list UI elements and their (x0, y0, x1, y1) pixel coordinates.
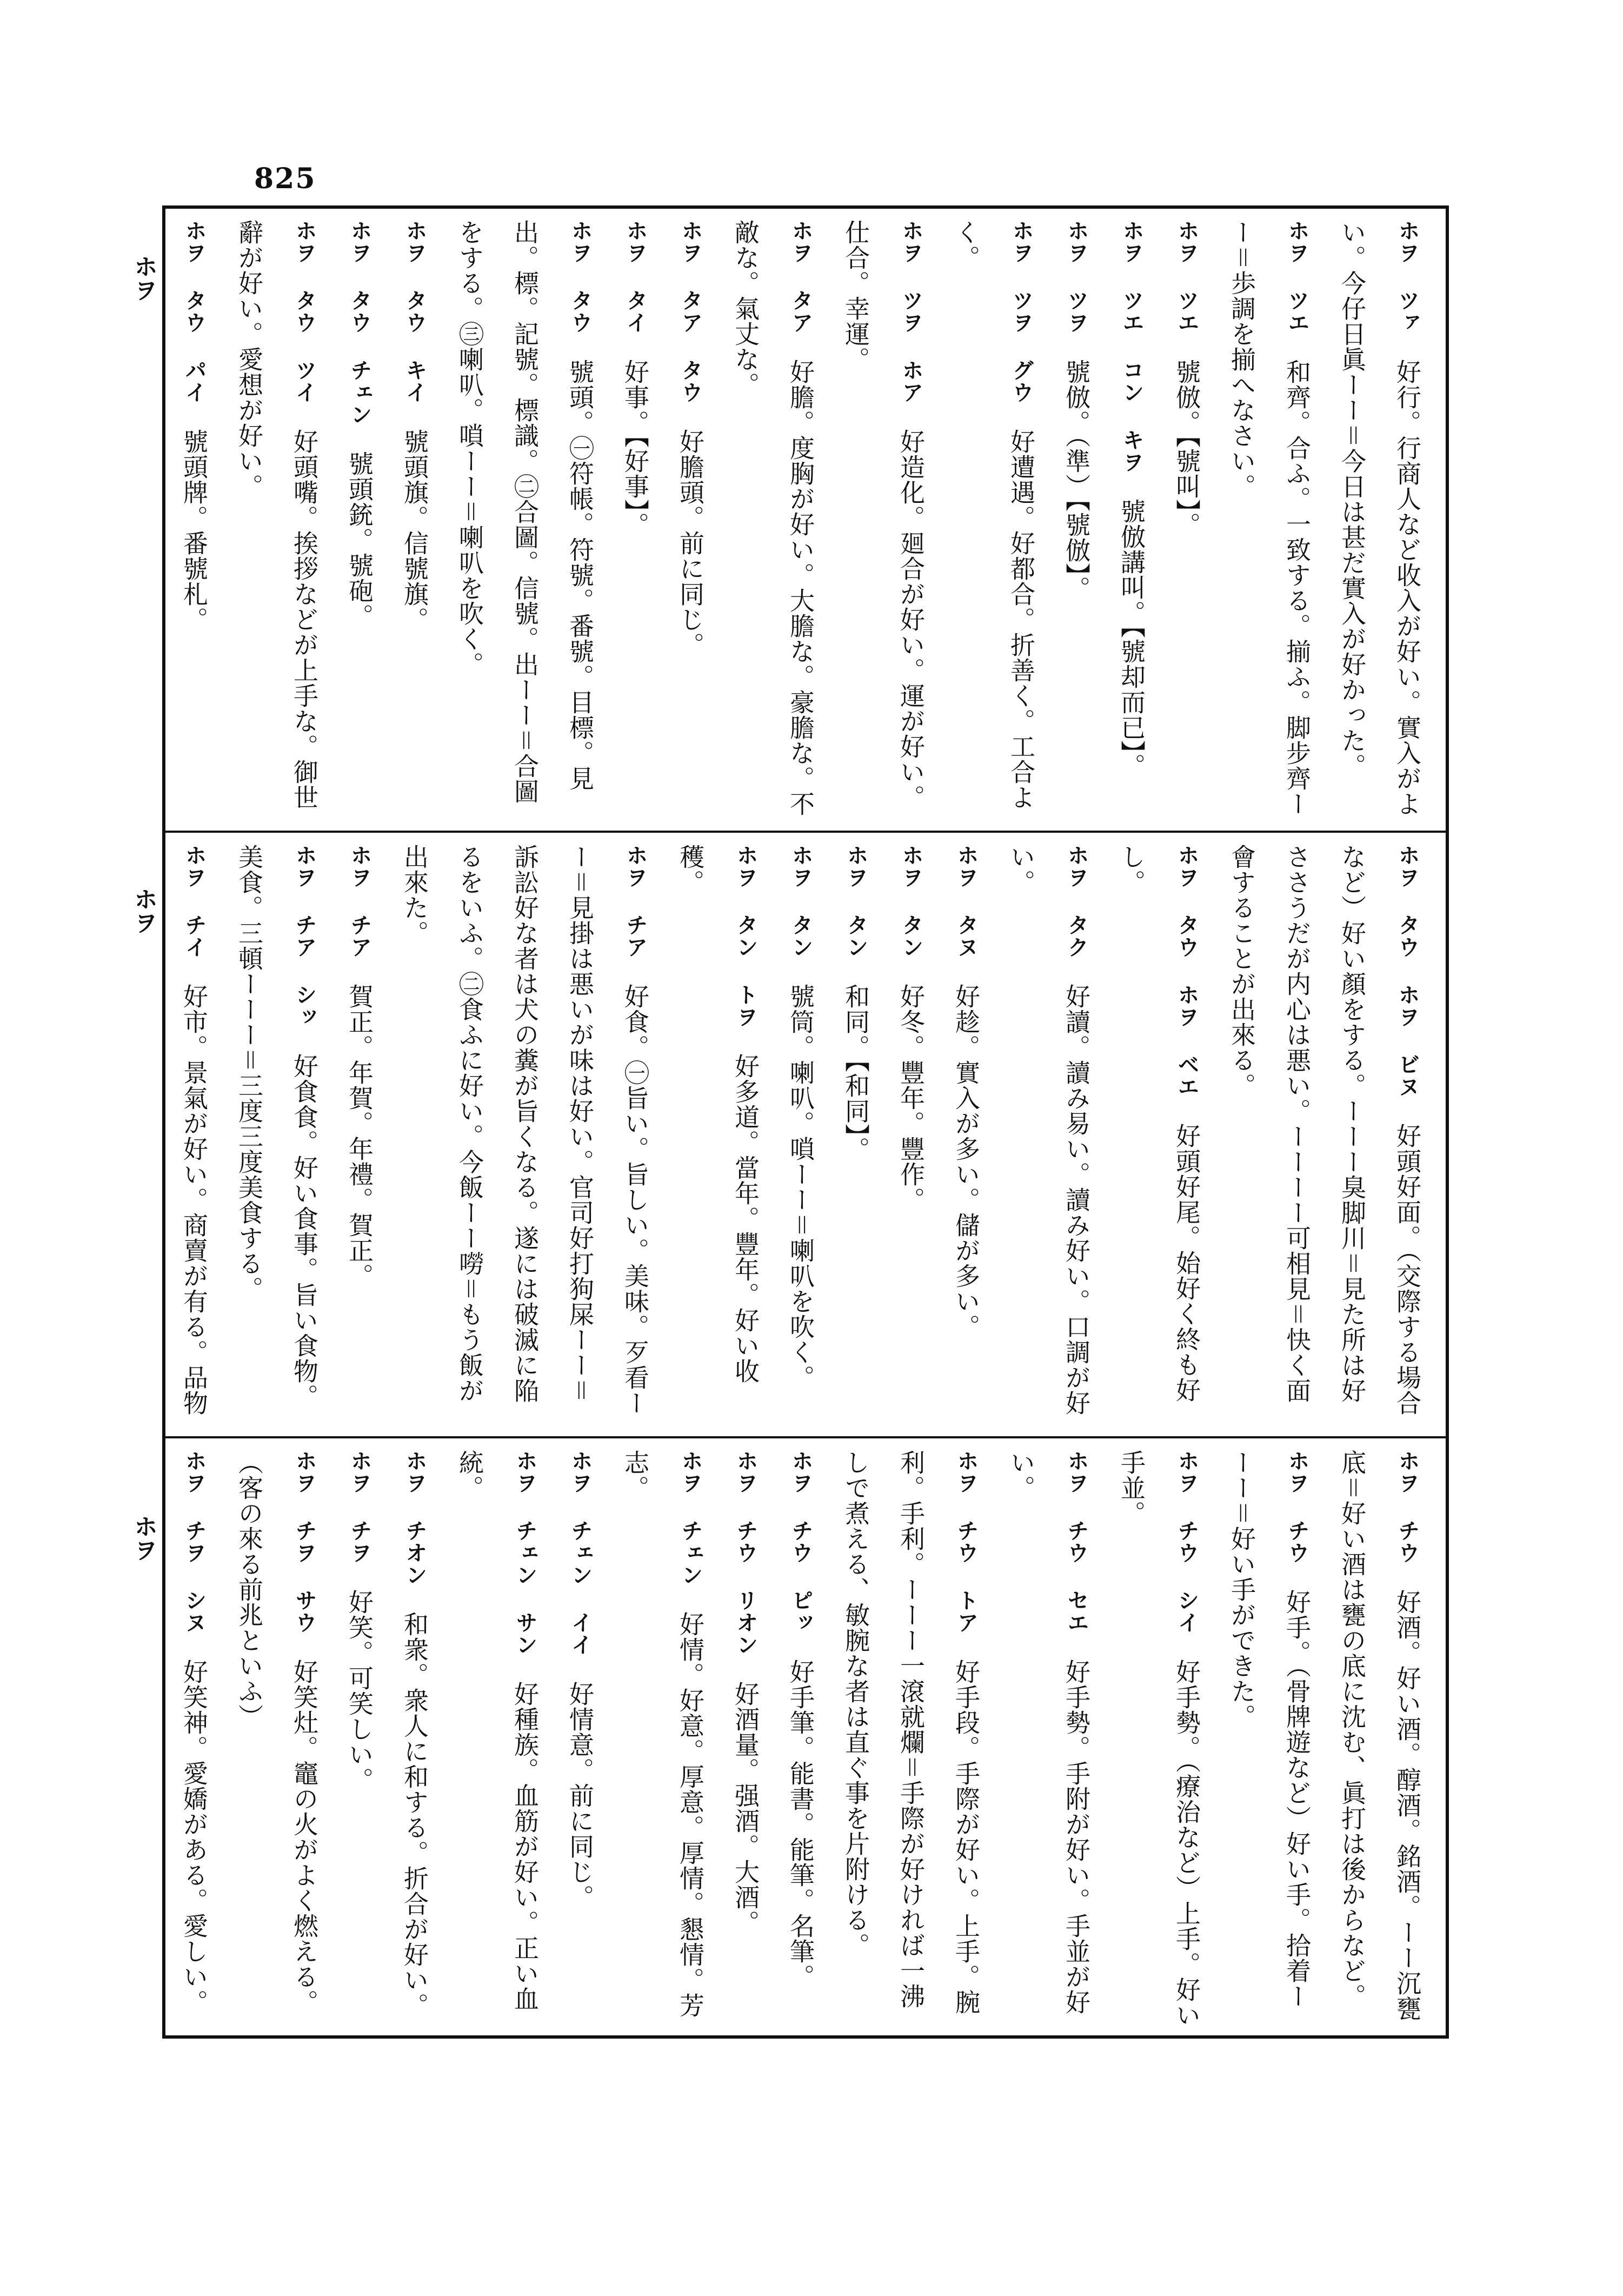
entry-reading: ホヲ タウ ホヲ ビヌ (1395, 844, 1420, 1098)
entry-separator (1117, 473, 1146, 499)
dictionary-entry (553, 1450, 608, 2028)
dictionary-entry (1214, 844, 1435, 1428)
dictionary-entry (994, 1450, 1104, 2028)
entry-reading: ホヲ チウ セエ (1064, 1450, 1089, 1634)
entry-definition: 好笑灶。竈の火がよく燃える。（客の來る前兆といふ） (235, 1450, 319, 2015)
entry-definition: 號倣講叫。【號却而已】。 (1117, 499, 1146, 779)
entry-reading: ホヲ タヌ (954, 844, 979, 958)
entry-reading: ホヲ ツヲ (1064, 220, 1089, 334)
entry-reading: ホヲ チア シッ (292, 844, 317, 1028)
entry-definition: 好頭好面。（交際する場合など）好い顏をする。ーーー臭脚川＝見た所は好ささうだが内心は悪い。ーーーー可相見＝快く面會することが出來る。 (1227, 844, 1422, 1416)
entry-separator (1172, 1098, 1201, 1123)
entry-separator (731, 1656, 760, 1681)
dictionary-entry (718, 220, 828, 820)
entry-reading: ホヲ タン (843, 844, 868, 958)
entry-separator (676, 403, 705, 429)
entry-reading: ホヲ チウ シイ (1174, 1450, 1199, 1634)
entry-separator (345, 1564, 374, 1589)
entry-separator (1282, 1564, 1312, 1589)
dictionary-entry (1159, 220, 1214, 820)
dictionary-entry (608, 1450, 718, 2028)
entry-separator (179, 1634, 209, 1659)
dictionary-entry (387, 844, 663, 1428)
entry-definition: 賀正。年賀。年禮。賀正。 (345, 984, 374, 1289)
entry-reading: ホヲ タイ (623, 220, 648, 334)
entry-separator (841, 958, 870, 984)
dictionary-entry (663, 220, 718, 820)
entry-definition: 好情意。前に同じ。 (566, 1681, 595, 1910)
entry-separator (1172, 1634, 1201, 1659)
side-label-top: ホヲ (130, 254, 157, 302)
entry-definition: 好行。行商人など收入が好い。實入がよい。今仔日眞ーー＝今日は甚だ實入が好かった。 (1338, 220, 1422, 817)
entry-separator (1393, 1098, 1422, 1123)
entry-reading: ホヲ チヲ サウ (292, 1450, 317, 1634)
entry-reading: ホヲ ツヲ グウ (1009, 220, 1034, 403)
entry-reading: ホヲ ツエ コン キヲ (1119, 220, 1144, 473)
entry-definition: 好膽。度胸が好い。大膽な。豪膽な。不敵な。氣丈な。 (731, 220, 815, 817)
dictionary-entry (442, 220, 608, 820)
entry-definition: 好笑。可笑しい。 (345, 1589, 374, 1793)
entry-separator (1282, 334, 1312, 359)
entry-reading: ホヲ チウ (1285, 1450, 1309, 1564)
entry-separator (676, 1586, 705, 1611)
dictionary-entry (1104, 844, 1214, 1428)
entry-definition: 好笑神。愛嬌がある。愛しい。 (179, 1659, 209, 2015)
entry-separator (345, 426, 374, 451)
entry-reading: ホヲ チヲ シヌ (182, 1450, 207, 1634)
entry-separator (786, 1634, 815, 1659)
dictionary-entry (1325, 220, 1435, 820)
entry-separator (621, 334, 650, 359)
dictionary-entry (222, 844, 332, 1428)
dictionary-entry (222, 220, 332, 820)
tier-divider-2 (165, 1436, 1446, 1438)
entry-definition: 和衆。衆人に和する。折合が好い。 (400, 1611, 429, 2018)
entry-reading: ホヲ チウ (1395, 1450, 1420, 1564)
entry-definition: 好手勢。（療治など）上手。好い手並。 (1117, 1450, 1201, 2028)
entry-definition: 好手段。手際が好い。上手。腕利。手利。ーーー一滾就爛＝手際が好ければ一沸しで煮える、敏腕な者は直ぐ事を片附ける。 (841, 1450, 981, 2015)
entry-definition: 號頭旗。信號旗。 (400, 429, 429, 632)
dictionary-entry (1049, 220, 1104, 820)
tier-bottom (176, 1450, 1435, 2028)
page-number: 825 (254, 162, 316, 195)
entry-reading: ホヲ タク (1064, 844, 1089, 958)
entry-separator (510, 1656, 540, 1681)
entry-definition: 號頭銃。號砲。 (345, 451, 374, 629)
dictionary-entry (994, 844, 1104, 1428)
entry-reading: ホヲ タン (788, 844, 813, 958)
entry-reading: ホヲ チウ トア (954, 1450, 979, 1634)
entry-reading: ホヲ チウ ピッ (788, 1450, 813, 1634)
entry-definition: 好多道。當年。豐年。好い收穫。 (676, 844, 760, 1384)
entry-definition: 好手勢。手附が好い。手並が好い。 (1007, 1450, 1091, 2015)
side-label-middle: ホヲ (130, 887, 157, 934)
tier-bottom-columns (176, 1450, 1435, 2028)
dictionary-entry (828, 844, 883, 1428)
entry-reading: ホヲ チェン (678, 1450, 703, 1586)
entry-reading: ホヲ タウ キイ (402, 220, 427, 403)
entry-definition: 好頭好尾。始好く終も好し。 (1117, 844, 1201, 1403)
dictionary-entry (176, 220, 222, 820)
entry-separator (786, 958, 815, 984)
entry-definition: 和同。【和同】。 (841, 984, 870, 1162)
entry-separator (290, 403, 319, 429)
entry-reading: ホヲ チウ リオン (733, 1450, 758, 1656)
entry-definition: 好酒。好い酒。醇酒。銘酒。ーー沉甕底＝好い酒は甕の底に沈む、眞打は後からなど。 (1338, 1450, 1422, 2021)
entry-separator (1062, 1634, 1091, 1659)
entry-separator (1393, 334, 1422, 359)
dictionary-entry (939, 844, 994, 1428)
dictionary-entry (939, 220, 1049, 820)
entry-definition: 好造化。廻合が好い。運が好い。仕合。幸運。 (841, 220, 926, 810)
dictionary-entry (332, 844, 387, 1428)
dictionary-entry (222, 1450, 332, 2028)
entry-reading: ホヲ タウ ツイ (292, 220, 317, 403)
dictionary-entry (332, 220, 387, 820)
entry-reading: ホヲ チヲ (347, 1450, 372, 1564)
dictionary-entry (1214, 1450, 1325, 2028)
entry-reading: ホヲ チイ (182, 844, 207, 958)
entry-separator (1393, 1564, 1422, 1589)
dictionary-entry (176, 1450, 222, 2028)
entry-separator (621, 958, 650, 984)
dictionary-entry (828, 220, 939, 820)
tier-top-columns (176, 220, 1435, 820)
side-label-bottom: ホヲ (130, 1514, 157, 1562)
entry-definition: 好酒量。强酒。大酒。 (731, 1681, 760, 1935)
dictionary-entry (387, 220, 442, 820)
entry-reading: ホヲ ツヲ ホア (899, 220, 923, 403)
dictionary-entry (442, 1450, 553, 2028)
entry-separator (1062, 958, 1091, 984)
entry-separator (566, 334, 595, 359)
entry-reading: ホヲ ツエ (1174, 220, 1199, 334)
entry-reading: ホヲ タン トヲ (733, 844, 758, 1028)
entry-separator (566, 1656, 595, 1681)
dictionary-entry (1325, 1450, 1435, 2028)
entry-separator (400, 403, 429, 429)
tier-middle-columns (176, 844, 1435, 1428)
entry-definition: 好事。【好事】。 (621, 359, 650, 537)
entry-reading: ホヲ ツァ (1395, 220, 1420, 334)
dictionary-entry (608, 220, 663, 820)
entry-reading: ホヲ チア (623, 844, 648, 958)
entry-definition: 好趁。實入が多い。儲が多い。 (952, 984, 981, 1339)
entry-definition: 好食。㊀旨い。旨しい。美味。歹看ーー＝見掛は悪いが味は好い。官司好打狗屎ーー＝訴訟好な者は犬の糞が旨くなる。遂には破滅に陥るをいふ。㊁食ふに好い。今飯ーー嘮＝もう飯が出來た。 (400, 844, 650, 1416)
entry-separator (179, 403, 209, 429)
entry-definition: 號倣。【號叫】。 (1172, 359, 1201, 537)
entry-definition: 好食食。好い食事。旨い食物。美食。三頓ーーー＝三度三度美食する。 (235, 844, 319, 1409)
entry-separator (1172, 334, 1201, 359)
entry-definition: 號頭。㊀符帳。符號。番號。目標。見出。標。記號。標識。㊁合圖。信號。出ーー＝合圖をする。㊂喇叭。嗩ーー＝喇叭を吹く。 (455, 220, 595, 804)
entry-separator (345, 958, 374, 984)
dictionary-entry (1104, 1450, 1214, 2028)
entry-separator (1007, 403, 1036, 429)
entry-reading: ホヲ タウ (568, 220, 593, 334)
tier-middle (176, 844, 1435, 1428)
entry-separator (290, 1028, 319, 1053)
entry-definition: 好冬。豐年。豐作。 (896, 984, 926, 1212)
entry-definition: 和齊。合ふ。一致する。揃ふ。脚步齊ーー＝歩調を揃へなさい。 (1227, 220, 1312, 817)
dictionary-entry (1104, 220, 1159, 820)
dictionary-frame (162, 205, 1449, 2039)
entry-separator (952, 1634, 981, 1659)
entry-definition: 好膽頭。前に同じ。 (676, 429, 705, 658)
dictionary-entry (828, 1450, 994, 2028)
entry-definition: 好手。（骨牌遊など）好い手。拾着ーーー＝好い手ができた。 (1227, 1450, 1312, 2009)
entry-reading: ホヲ タア タウ (678, 220, 703, 403)
entry-separator (952, 958, 981, 984)
entry-reading: ホヲ チェン イイ (568, 1450, 593, 1656)
entry-definition: 好遭遇。好都合。折善く。工合よく。 (952, 220, 1036, 810)
tier-divider-1 (165, 831, 1446, 833)
dictionary-entry (176, 844, 222, 1428)
entry-definition: 好讀。讀み易い。讀み好い。口調が好い。 (1007, 844, 1091, 1416)
entry-definition: 號頭牌。番號札。 (179, 429, 209, 632)
entry-definition: 號倣。（準）【號倣】。 (1062, 359, 1091, 601)
dictionary-entry (773, 844, 828, 1428)
dictionary-entry (332, 1450, 387, 2028)
entry-reading: ホヲ チア (347, 844, 372, 958)
entry-reading: ホヲ タン (899, 844, 923, 958)
dictionary-entry (773, 1450, 828, 2028)
entry-definition: 號筒。喇叭。嗩ーー＝喇叭を吹く。 (786, 984, 815, 1390)
entry-separator (896, 958, 926, 984)
entry-reading: ホヲ タウ チェン (347, 220, 372, 426)
entry-reading: ホヲ チオン (402, 1450, 427, 1586)
entry-separator (731, 1028, 760, 1053)
dictionary-entry (883, 844, 939, 1428)
dictionary-entry (387, 1450, 442, 2028)
entry-separator (290, 1634, 319, 1659)
entry-reading: ホヲ チェン サン (513, 1450, 537, 1656)
dictionary-entry (1214, 220, 1325, 820)
entry-separator (786, 334, 815, 359)
entry-reading: ホヲ タウ ホヲ ベエ (1174, 844, 1199, 1098)
entry-reading: ホヲ タア (788, 220, 813, 334)
entry-definition: 好情。好意。厚意。厚情。懇情。芳志。 (621, 1450, 705, 2018)
entry-separator (179, 958, 209, 984)
entry-reading: ホヲ タウ パイ (182, 220, 207, 403)
entry-separator (896, 403, 926, 429)
entry-separator (1062, 334, 1091, 359)
entry-definition: 好市。景氣が好い。商賣が有る。品物 (179, 984, 209, 1416)
entry-definition: 好種族。血筋が好い。正い血統。 (455, 1450, 540, 2012)
entry-separator (400, 1586, 429, 1611)
dictionary-entry (663, 844, 773, 1428)
entry-definition: 好頭嘴。挨拶などが上手な。御世辭が好い。愛想が好い。 (235, 220, 319, 810)
entry-reading: ホヲ ツエ (1285, 220, 1309, 334)
dictionary-entry (718, 1450, 773, 2028)
entry-definition: 好手筆。能書。能筆。名筆。 (786, 1659, 815, 1989)
tier-top (176, 220, 1435, 820)
